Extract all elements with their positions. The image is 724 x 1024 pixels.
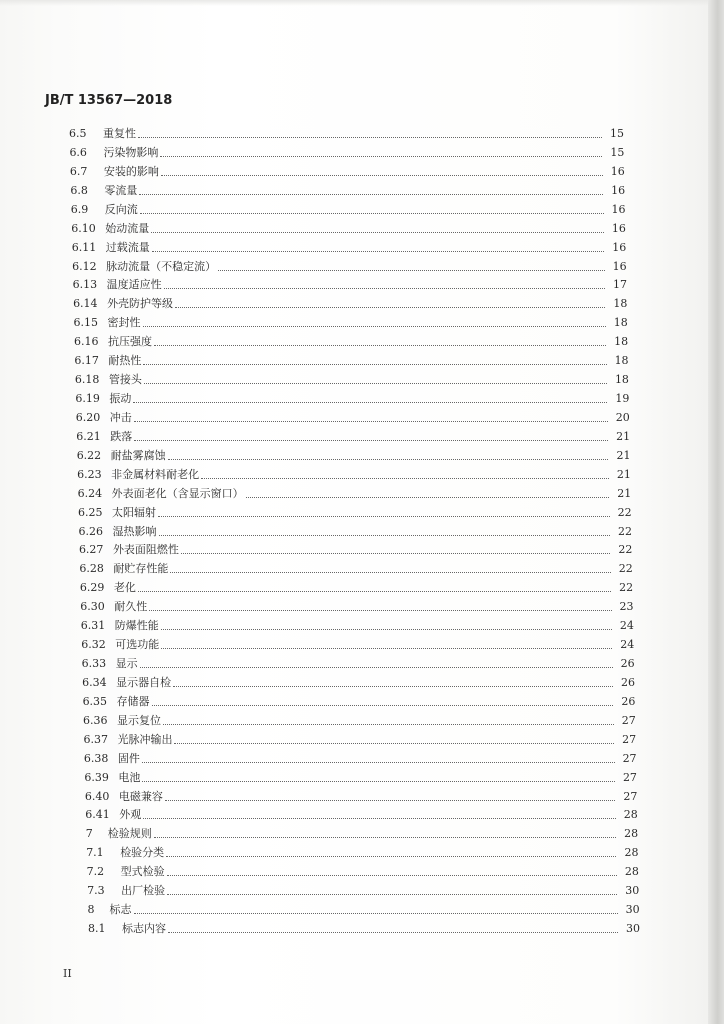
toc-entry-title: 显示器自检 [116, 675, 172, 689]
toc-entry [83, 710, 636, 728]
toc-entry-number: 6.41 [85, 808, 110, 822]
toc-entry-number: 6.16 [73, 335, 99, 349]
toc-entry-title: 抗压强度 [107, 335, 152, 349]
toc-dot-leader [168, 931, 618, 933]
toc-entry-number: 6.32 [81, 638, 106, 652]
toc-entry [85, 786, 638, 804]
toc-entry-title: 振动 [109, 392, 132, 405]
toc-dot-leader [158, 515, 610, 517]
toc-entry [71, 218, 626, 236]
toc-entry-number: 6.23 [77, 467, 102, 481]
toc-entry [84, 767, 637, 785]
toc-dot-leader [181, 552, 610, 554]
toc-dot-leader [166, 855, 616, 857]
toc-dot-leader [175, 306, 605, 308]
toc-entry-page: 21 [616, 429, 631, 443]
toc-entry-number: 6.13 [72, 278, 98, 292]
toc-entry-page: 24 [620, 638, 635, 652]
toc-dot-leader [246, 496, 610, 498]
toc-dot-leader [154, 344, 606, 346]
toc-entry-page: 30 [626, 922, 640, 935]
toc-entry-title: 型式检验 [120, 865, 165, 879]
toc-entry-title: 密封性 [107, 316, 141, 330]
toc-entry-page: 27 [621, 713, 636, 727]
toc-entry-number: 6.11 [71, 240, 97, 254]
toc-dot-leader [152, 250, 605, 252]
toc-dot-leader [174, 742, 614, 744]
toc-entry-page: 18 [614, 335, 629, 349]
toc-dot-leader [149, 609, 611, 611]
toc-entry-number: 6.15 [73, 316, 99, 330]
toc-dot-leader [159, 534, 611, 536]
toc-entry-number: 6.17 [74, 354, 99, 368]
toc-entry-page: 21 [616, 467, 631, 481]
toc-entry-page: 21 [616, 448, 631, 462]
toc-dot-leader [154, 836, 616, 838]
toc-entry-page: 22 [618, 562, 633, 576]
toc-entry-page: 27 [622, 770, 637, 784]
toc-entry [87, 861, 639, 879]
toc-entry-title: 显示复位 [117, 713, 162, 727]
toc-entry-number: 6.19 [75, 392, 100, 405]
toc-entry-number: 6.27 [78, 543, 104, 557]
toc-entry [83, 729, 636, 747]
toc-entry-page: 16 [611, 202, 626, 216]
toc-entry-page: 30 [625, 903, 640, 917]
toc-entry-title: 老化 [113, 581, 136, 595]
toc-entry [83, 691, 636, 709]
toc-entry-number: 6.8 [70, 183, 88, 197]
toc-dot-leader [168, 458, 609, 460]
toc-entry-title: 脉动流量（不稳定流） [106, 259, 217, 273]
toc-dot-leader [165, 799, 616, 801]
toc-dot-leader [151, 231, 604, 233]
toc-entry-number: 6.6 [69, 145, 87, 159]
toc-entry-number: 6.22 [76, 448, 102, 462]
toc-entry-number: 6.9 [70, 202, 89, 216]
toc-entry [85, 804, 637, 822]
toc-entry-page: 16 [611, 221, 626, 235]
toc-entry-title: 安装的影响 [103, 164, 159, 178]
toc-entry-page: 27 [622, 732, 637, 746]
toc-entry-number: 6.24 [77, 486, 103, 500]
toc-dot-leader [173, 685, 613, 687]
toc-entry-title: 检验分类 [120, 846, 165, 860]
toc-entry [86, 842, 638, 860]
toc-entry-number: 6.30 [80, 600, 105, 614]
toc-dot-leader [134, 420, 608, 422]
toc-entry-title: 耐贮存性能 [113, 562, 169, 576]
toc-entry [72, 237, 627, 255]
toc-entry-page: 22 [619, 581, 634, 595]
toc-entry-number: 6.14 [73, 297, 98, 311]
toc-entry-page: 22 [618, 524, 632, 538]
toc-entry [76, 426, 630, 444]
toc-dot-leader [161, 647, 612, 649]
toc-entry [79, 539, 632, 557]
toc-entry-page: 27 [622, 751, 637, 765]
toc-entry-number: 6.12 [72, 259, 97, 273]
toc-entry [86, 823, 638, 841]
toc-entry-title: 外表面老化（含显示窗口） [111, 486, 244, 500]
toc-dot-leader [142, 780, 615, 782]
toc-entry-number: 7.3 [87, 884, 105, 898]
toc-entry-title: 外观 [119, 808, 142, 822]
toc-entry [73, 274, 627, 292]
toc-entry-number: 6.28 [79, 562, 104, 576]
toc-entry-title: 冲击 [109, 410, 132, 424]
toc-entry-number: 7.2 [86, 865, 105, 879]
toc-dot-leader [138, 136, 602, 138]
toc-dot-leader [144, 382, 607, 384]
toc-entry-page: 28 [624, 865, 639, 879]
toc-entry [82, 672, 635, 690]
toc-entry [75, 369, 629, 387]
toc-entry-number: 6.36 [83, 713, 108, 727]
toc-entry [74, 350, 628, 368]
toc-entry-title: 污染物影响 [103, 145, 159, 159]
toc-entry-page: 18 [613, 297, 628, 311]
toc-entry [84, 748, 637, 766]
toc-entry-title: 重复性 [103, 127, 136, 140]
toc-entry-page: 24 [619, 619, 634, 633]
toc-entry-page: 15 [610, 127, 624, 140]
table-of-contents [0, 120, 724, 950]
toc-entry-page: 26 [621, 675, 636, 689]
toc-dot-leader [161, 174, 603, 176]
toc-dot-leader [142, 761, 615, 763]
toc-entry [75, 388, 629, 406]
toc-entry-number: 6.40 [84, 789, 110, 803]
toc-entry-title: 存储器 [116, 694, 150, 708]
toc-entry-title: 电池 [118, 770, 141, 784]
toc-entry-title: 耐久性 [114, 600, 148, 614]
toc-entry [82, 653, 635, 671]
toc-entry-page: 28 [623, 808, 638, 822]
toc-dot-leader [163, 723, 614, 725]
toc-entry [74, 312, 628, 330]
toc-entry [88, 918, 640, 936]
toc-entry-title: 可选功能 [115, 638, 160, 652]
scan-top-shadow [0, 0, 724, 6]
toc-entry [69, 142, 624, 160]
toc-entry-title: 温度适应性 [106, 278, 162, 292]
toc-entry [73, 293, 627, 311]
toc-entry-title: 检验规则 [107, 827, 152, 841]
toc-entry [69, 123, 624, 141]
toc-entry-page: 26 [620, 657, 635, 670]
toc-entry-page: 15 [610, 145, 625, 159]
toc-entry-number: 7.1 [86, 846, 104, 860]
toc-dot-leader [152, 704, 614, 706]
toc-entry-number: 6.18 [74, 373, 100, 387]
toc-entry-page: 18 [614, 354, 629, 368]
toc-dot-leader [170, 571, 610, 573]
toc-entry-title: 防爆性能 [114, 619, 159, 633]
toc-entry-number: 6.21 [76, 429, 101, 443]
page-number: II [63, 967, 72, 980]
toc-entry-title: 反向流 [104, 202, 138, 216]
toc-dot-leader [134, 912, 618, 914]
toc-entry-title: 光脉冲输出 [117, 732, 173, 746]
toc-entry-page: 27 [623, 789, 638, 803]
toc-entry-title: 太阳辐射 [112, 505, 157, 519]
toc-dot-leader [140, 212, 604, 214]
toc-entry-number: 6.7 [69, 164, 88, 178]
toc-entry-title: 始动流量 [105, 221, 150, 235]
toc-entry-page: 16 [612, 240, 627, 254]
toc-entry [81, 615, 634, 633]
toc-entry-page: 17 [613, 278, 628, 292]
toc-dot-leader [143, 363, 606, 365]
toc-dot-leader [139, 193, 603, 195]
toc-entry [78, 483, 632, 501]
toc-entry-number: 7 [85, 827, 93, 841]
toc-entry-title: 标志内容 [122, 922, 166, 935]
toc-dot-leader [133, 401, 607, 403]
toc-dot-leader [167, 874, 617, 876]
toc-entry [88, 899, 640, 917]
toc-entry-number: 6.20 [75, 410, 101, 424]
toc-dot-leader [164, 287, 605, 289]
toc-entry-title: 耐热性 [108, 354, 142, 368]
toc-entry [72, 256, 627, 274]
toc-entry-title: 电磁兼容 [118, 789, 163, 803]
toc-entry-page: 28 [624, 846, 639, 860]
standard-number: JB/T 13567—2018 [45, 93, 173, 108]
toc-entry [74, 331, 628, 349]
toc-entry [77, 445, 631, 463]
toc-entry-title: 湿热影响 [112, 524, 157, 538]
toc-entry-page: 22 [618, 543, 633, 557]
toc-dot-leader [167, 893, 617, 895]
toc-entry-title: 跌落 [110, 429, 133, 443]
toc-dot-leader [201, 477, 609, 479]
toc-entry-number: 6.26 [78, 524, 103, 538]
toc-entry-title: 非金属材料耐老化 [111, 467, 200, 481]
toc-entry [77, 464, 631, 482]
toc-entry-number: 6.31 [80, 619, 106, 633]
toc-entry-title: 标志 [109, 903, 132, 917]
toc-dot-leader [143, 817, 615, 819]
toc-entry-page: 19 [615, 392, 630, 405]
toc-entry-page: 28 [624, 827, 639, 841]
toc-dot-leader [161, 628, 612, 630]
toc-entry-title: 耐盐雾腐蚀 [110, 448, 166, 462]
toc-entry-page: 21 [617, 486, 632, 500]
toc-entry-number: 6.38 [83, 751, 109, 765]
toc-entry [78, 502, 632, 520]
toc-entry [79, 521, 633, 539]
toc-entry [79, 558, 632, 576]
toc-entry-title: 固件 [117, 751, 140, 765]
toc-entry-page: 18 [613, 316, 628, 330]
toc-dot-leader [134, 439, 608, 441]
toc-entry-page: 22 [617, 505, 632, 519]
toc-entry [76, 407, 630, 425]
toc-entry-number: 8.1 [88, 922, 106, 935]
toc-entry-number: 6.39 [84, 770, 109, 784]
toc-entry-title: 管接头 [108, 373, 142, 387]
toc-entry [80, 577, 633, 595]
toc-entry-page: 26 [621, 694, 636, 708]
toc-entry-page: 18 [614, 373, 629, 387]
toc-entry-title: 零流量 [104, 183, 138, 197]
toc-entry-page: 16 [611, 183, 626, 197]
toc-entry [87, 880, 639, 898]
toc-dot-leader [138, 590, 611, 592]
toc-entry-number: 6.37 [83, 732, 108, 746]
toc-entry-number: 6.35 [82, 694, 108, 708]
toc-entry-page: 20 [615, 410, 630, 424]
toc-entry [70, 180, 625, 198]
toc-entry [71, 199, 626, 217]
toc-entry-number: 6.10 [71, 221, 96, 235]
toc-entry-page: 16 [610, 164, 625, 178]
toc-entry-title: 出厂检验 [121, 884, 166, 898]
toc-entry-number: 6.29 [79, 581, 105, 595]
toc-dot-leader [160, 155, 602, 157]
toc-entry-title: 外壳防护等级 [107, 297, 174, 311]
toc-dot-leader [143, 325, 606, 327]
toc-entry [80, 596, 633, 614]
toc-entry-page: 30 [625, 884, 640, 898]
toc-entry-title: 过载流量 [105, 240, 150, 254]
toc-entry-number: 6.5 [69, 127, 87, 140]
toc-entry-title: 外表面阻燃性 [112, 543, 179, 557]
toc-entry-number: 6.34 [82, 675, 107, 689]
toc-dot-leader [218, 269, 605, 271]
toc-entry-number: 8 [87, 903, 95, 917]
toc-entry-number: 6.33 [81, 657, 107, 670]
toc-entry [81, 634, 634, 652]
toc-entry-number: 6.25 [78, 505, 103, 519]
toc-entry [70, 161, 625, 179]
toc-entry-title: 显示 [115, 657, 138, 670]
toc-entry-page: 23 [619, 600, 634, 614]
toc-dot-leader [140, 666, 613, 668]
toc-entry-page: 16 [612, 259, 627, 273]
